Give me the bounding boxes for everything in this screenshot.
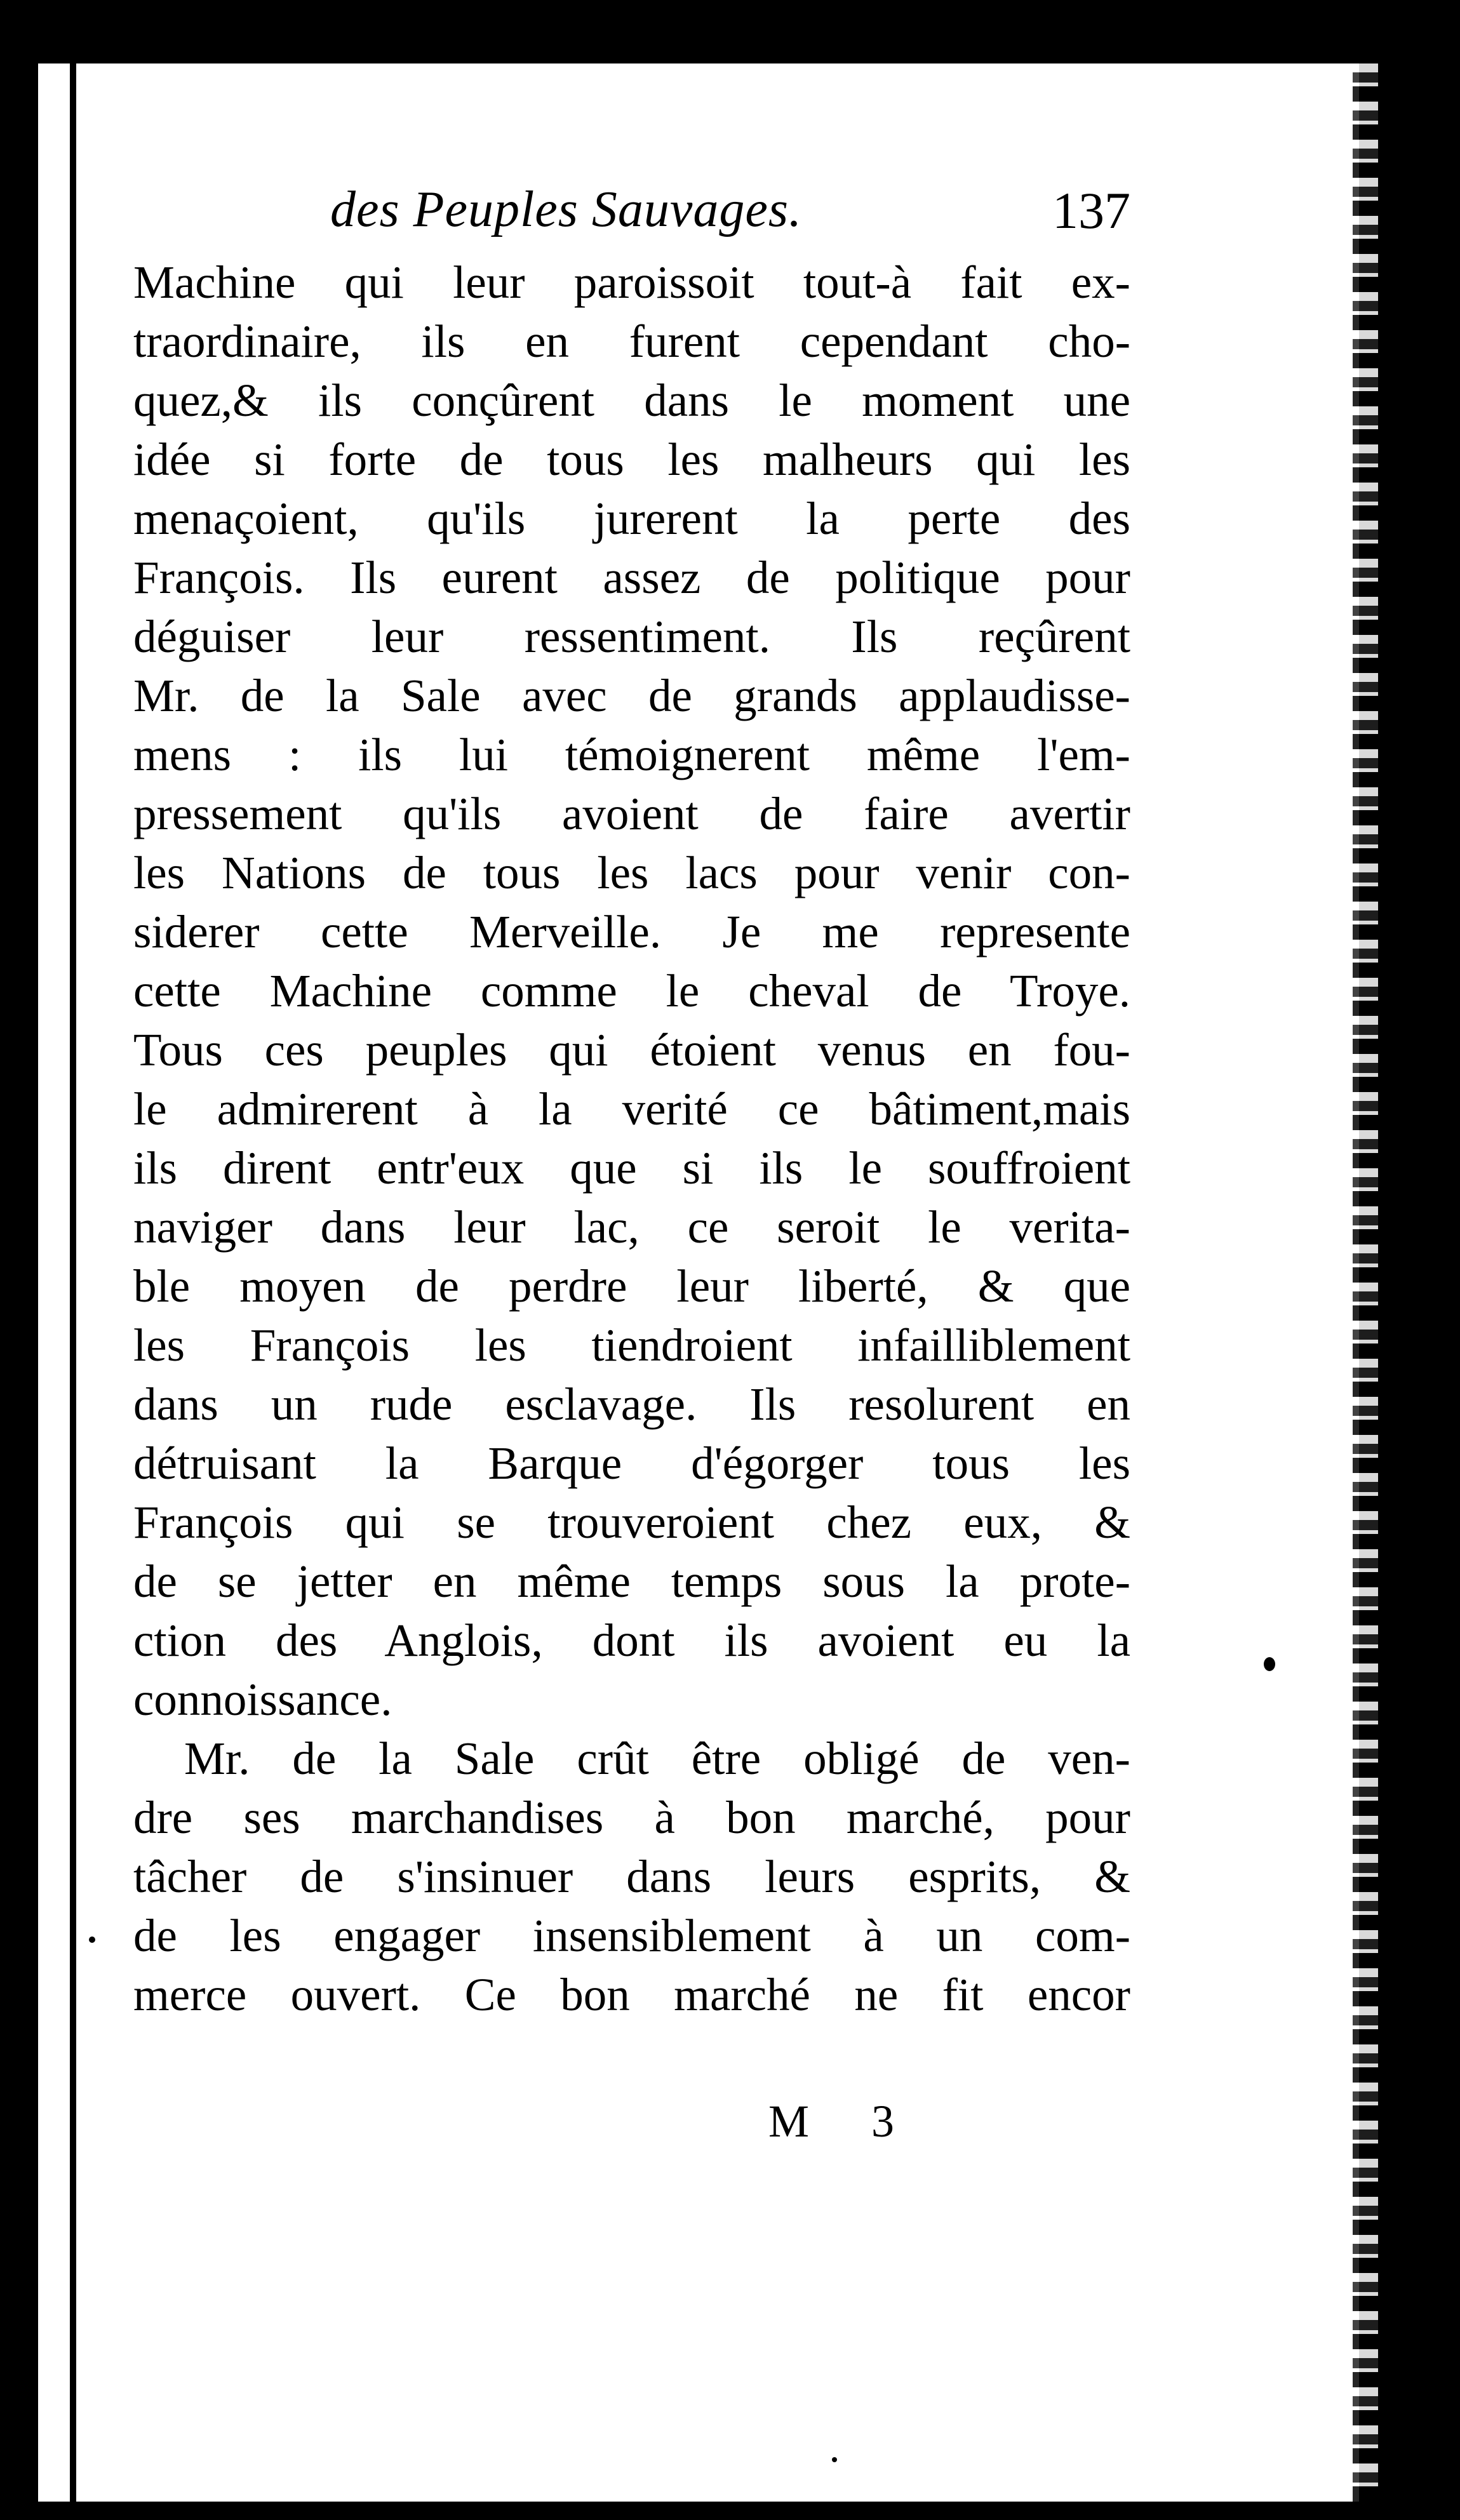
signature-mark: M 3 [768, 2096, 920, 2147]
text-line: dre ses marchandises à bon marché, pour [133, 1792, 1130, 1843]
text-line: Machine qui leur paroissoit tout-à fait ex- [133, 257, 1130, 308]
text-line: idée si forte de tous les malheurs qui les [133, 434, 1130, 485]
ink-speck [1264, 1657, 1275, 1671]
text-line: traordinaire, ils en furent cependant cho- [133, 316, 1130, 367]
text-line: dans un rude esclavage. Ils resolurent en [133, 1378, 1130, 1430]
text-line: François. Ils eurent assez de politique pour [133, 552, 1130, 603]
text-line: déguiser leur ressentiment. Ils reçûrent [133, 611, 1130, 662]
text-line: quez,& ils conçûrent dans le moment une [133, 375, 1130, 426]
text-line: naviger dans leur lac, ce seroit le verita- [133, 1201, 1130, 1253]
body-text [133, 253, 1130, 2024]
paragraph-start-line: Mr. de la Sale crût être obligé de ven- [184, 1733, 1130, 1784]
text-line: le admirerent à la verité ce bâtiment,mais [133, 1083, 1130, 1135]
previous-page-edge [38, 63, 70, 2502]
ink-speck [89, 1937, 95, 1943]
text-line: Tous ces peuples qui étoient venus en fou- [133, 1024, 1130, 1076]
text-line: les François les tiendroient infailliblement [133, 1319, 1130, 1371]
text-line: les Nations de tous les lacs pour venir con- [133, 847, 1130, 898]
paragraph-end-line: connoissance. [133, 1674, 392, 1725]
text-line: pressement qu'ils avoient de faire avertir [133, 788, 1130, 839]
running-head-title: des Peuples Sauvages. [330, 182, 803, 237]
text-line: merce ouvert. Ce bon marché ne fit encor [133, 1969, 1130, 2020]
text-line: mens : ils lui témoignerent même l'em- [133, 729, 1130, 780]
text-line: détruisant la Barque d'égorger tous les [133, 1437, 1130, 1489]
text-line: de se jetter en même temps sous la prote- [133, 1556, 1130, 1607]
text-line: menaçoient, qu'ils jurerent la perte des [133, 493, 1130, 544]
text-line: cette Machine comme le cheval de Troye. [133, 965, 1130, 1017]
page-edge-shadow [1353, 63, 1378, 2502]
ink-speck [832, 2457, 837, 2462]
text-line: ction des Anglois, dont ils avoient eu la [133, 1615, 1130, 1666]
text-line: siderer cette Merveille. Je me represente [133, 906, 1130, 957]
text-line: tâcher de s'insinuer dans leurs esprits, & [133, 1851, 1130, 1902]
text-line: Mr. de la Sale avec de grands applaudisse- [133, 670, 1130, 721]
text-line: de les engager insensiblement à un com- [133, 1910, 1130, 1961]
running-head [305, 181, 1130, 251]
text-line: François qui se trouveroient chez eux, & [133, 1497, 1130, 1548]
text-line: ble moyen de perdre leur liberté, & que [133, 1260, 1130, 1312]
page-number: 137 [1052, 182, 1130, 239]
text-line: ils dirent entr'eux que si ils le souffroient [133, 1142, 1130, 1194]
